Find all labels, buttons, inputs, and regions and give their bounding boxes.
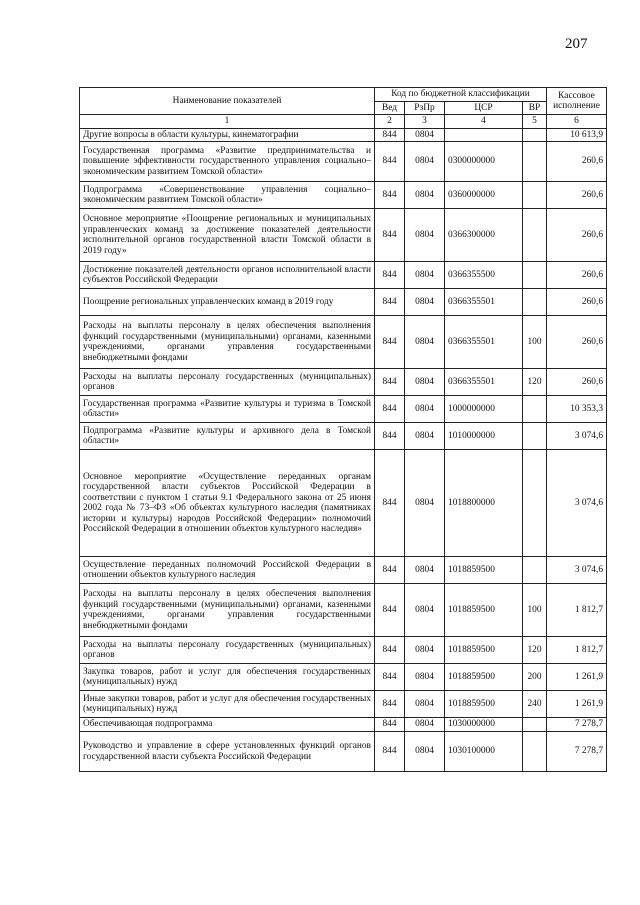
row-amount: 3 074,6 [547, 423, 607, 450]
row-name: Осуществление переданных полномочий Российской Федерации в отношении объектов культурного наследия [80, 557, 375, 584]
table-row [80, 142, 607, 182]
row-vr [523, 732, 547, 772]
row-name: Другие вопросы в области культуры, кинематографии [80, 128, 375, 142]
col-number: 2 [375, 115, 405, 129]
page-number: 207 [565, 36, 588, 52]
row-name: Иные закупки товаров, работ и услуг для обеспечения государственных (муниципальных) нужд [80, 691, 375, 718]
row-csr: 1010000000 [445, 423, 523, 450]
row-ved: 844 [375, 584, 405, 637]
row-csr: 0366355500 [445, 262, 523, 289]
table-row [80, 718, 607, 732]
row-amount: 1 261,9 [547, 664, 607, 691]
row-rzpr: 0804 [405, 262, 445, 289]
row-ved: 844 [375, 142, 405, 182]
col-number: 1 [80, 115, 375, 129]
row-csr: 1018800000 [445, 450, 523, 557]
row-rzpr: 0804 [405, 637, 445, 664]
row-rzpr: 0804 [405, 732, 445, 772]
budget-table [79, 87, 607, 772]
table-row [80, 209, 607, 262]
row-ved: 844 [375, 732, 405, 772]
row-csr: 0366300000 [445, 209, 523, 262]
row-name: Подпрограмма «Развитие культуры и архивного дела в Томской области» [80, 423, 375, 450]
row-vr [523, 182, 547, 209]
row-rzpr: 0804 [405, 718, 445, 732]
col-number: 5 [523, 115, 547, 129]
row-rzpr: 0804 [405, 182, 445, 209]
row-amount: 3 074,6 [547, 450, 607, 557]
row-csr: 0366355501 [445, 316, 523, 369]
row-vr: 100 [523, 584, 547, 637]
row-vr [523, 142, 547, 182]
table-row [80, 691, 607, 718]
header-vr: ВР [523, 101, 547, 115]
row-csr: 1018859500 [445, 691, 523, 718]
row-name: Основное мероприятие «Осуществление переданных органам государственной власти субъектов Российской Федерации в соответствии с пунктом 1 статьи 9.1 Федерального закона от 25 июня 2002 года № 73–ФЗ «Об объектах культурного наследия (памятниках истории и культуры) народов Российской Федерации» полномочий Российской Федерации в отношении объектов культурного наследия» [80, 450, 375, 557]
row-rzpr: 0804 [405, 664, 445, 691]
header-csr: ЦСР [445, 101, 523, 115]
row-ved: 844 [375, 289, 405, 316]
col-number: 6 [547, 115, 607, 129]
row-name: Основное мероприятие «Поощрение региональных и муниципальных управленческих команд за достижение показателей деятельности исполнительной органов государственной власти Томской области в 2019 году» [80, 209, 375, 262]
row-rzpr: 0804 [405, 691, 445, 718]
row-ved: 844 [375, 262, 405, 289]
row-csr: 1018859500 [445, 637, 523, 664]
table-row [80, 557, 607, 584]
table-row [80, 369, 607, 396]
row-ved: 844 [375, 316, 405, 369]
row-csr [445, 128, 523, 142]
table-row [80, 637, 607, 664]
row-name: Достижение показателей деятельности органов исполнительной власти субъектов Российской Федерации [80, 262, 375, 289]
row-amount: 260,6 [547, 182, 607, 209]
row-amount: 3 074,6 [547, 557, 607, 584]
row-vr: 240 [523, 691, 547, 718]
row-ved: 844 [375, 664, 405, 691]
col-number: 4 [445, 115, 523, 129]
row-name: Расходы на выплаты персоналу в целях обеспечения выполнения функций государственными (муниципальными) органами, казенными учреждениями, органами управления государственными внебюджетными фондами [80, 316, 375, 369]
row-name: Расходы на выплаты персоналу государственных (муниципальных) органов [80, 369, 375, 396]
table-row [80, 182, 607, 209]
row-csr: 0300000000 [445, 142, 523, 182]
row-ved: 844 [375, 128, 405, 142]
row-csr: 0360000000 [445, 182, 523, 209]
row-amount: 1 812,7 [547, 637, 607, 664]
row-vr [523, 396, 547, 423]
table-body [80, 128, 607, 772]
row-ved: 844 [375, 182, 405, 209]
row-ved: 844 [375, 691, 405, 718]
header-name: Наименование показателей [80, 88, 375, 115]
row-rzpr: 0804 [405, 396, 445, 423]
row-rzpr: 0804 [405, 584, 445, 637]
table-row [80, 262, 607, 289]
row-rzpr: 0804 [405, 557, 445, 584]
row-rzpr: 0804 [405, 209, 445, 262]
row-rzpr: 0804 [405, 423, 445, 450]
row-amount: 260,6 [547, 262, 607, 289]
row-vr: 120 [523, 369, 547, 396]
row-ved: 844 [375, 423, 405, 450]
row-name: Закупка товаров, работ и услуг для обеспечения государственных (муниципальных) нужд [80, 664, 375, 691]
row-vr [523, 209, 547, 262]
table-row [80, 128, 607, 142]
col-number: 3 [405, 115, 445, 129]
row-rzpr: 0804 [405, 128, 445, 142]
header-rzpr: РзПр [405, 101, 445, 115]
row-ved: 844 [375, 718, 405, 732]
row-name: Расходы на выплаты персоналу в целях обеспечения выполнения функций государственными (муниципальными) органами, казенными учреждениями, органами управления государственными внебюджетными фондами [80, 584, 375, 637]
row-csr: 1018859500 [445, 664, 523, 691]
row-amount: 260,6 [547, 316, 607, 369]
row-csr: 1030000000 [445, 718, 523, 732]
table-row [80, 289, 607, 316]
row-csr: 1030100000 [445, 732, 523, 772]
row-ved: 844 [375, 369, 405, 396]
row-amount: 260,6 [547, 369, 607, 396]
row-ved: 844 [375, 557, 405, 584]
row-amount: 10 353,3 [547, 396, 607, 423]
row-ved: 844 [375, 450, 405, 557]
table-row [80, 423, 607, 450]
row-rzpr: 0804 [405, 450, 445, 557]
row-ved: 844 [375, 209, 405, 262]
row-csr: 0366355501 [445, 289, 523, 316]
row-ved: 844 [375, 637, 405, 664]
row-name: Руководство и управление в сфере установленных функций органов государственной власти субъекта Российской Федерации [80, 732, 375, 772]
table-row [80, 396, 607, 423]
table-row [80, 450, 607, 557]
row-name: Расходы на выплаты персоналу государственных (муниципальных) органов [80, 637, 375, 664]
row-csr: 1018859500 [445, 584, 523, 637]
row-amount: 1 261,9 [547, 691, 607, 718]
row-name: Государственная программа «Развитие предпринимательства и повышение эффективности государственного управления социально–экономическим развитием Томской области» [80, 142, 375, 182]
row-rzpr: 0804 [405, 289, 445, 316]
row-csr: 1000000000 [445, 396, 523, 423]
row-vr [523, 262, 547, 289]
row-vr [523, 557, 547, 584]
row-name: Обеспечивающая подпрограмма [80, 718, 375, 732]
row-vr [523, 423, 547, 450]
row-rzpr: 0804 [405, 316, 445, 369]
row-vr [523, 718, 547, 732]
row-name: Поощрение региональных управленческих команд в 2019 году [80, 289, 375, 316]
row-name: Подпрограмма «Совершенствование управления социально–экономическим развитием Томской области» [80, 182, 375, 209]
row-amount: 7 278,7 [547, 732, 607, 772]
header-cash: Кассовое исполнение [547, 88, 607, 115]
row-amount: 10 613,9 [547, 128, 607, 142]
row-vr [523, 450, 547, 557]
row-rzpr: 0804 [405, 142, 445, 182]
row-amount: 7 278,7 [547, 718, 607, 732]
row-vr [523, 289, 547, 316]
row-ved: 844 [375, 396, 405, 423]
table-row [80, 316, 607, 369]
header-ved: Вед [375, 101, 405, 115]
table-row [80, 584, 607, 637]
row-csr: 0366355501 [445, 369, 523, 396]
header-code-group: Код по бюджетной классификации [375, 88, 547, 102]
row-csr: 1018859500 [445, 557, 523, 584]
row-vr: 120 [523, 637, 547, 664]
row-rzpr: 0804 [405, 369, 445, 396]
row-amount: 260,6 [547, 142, 607, 182]
row-amount: 1 812,7 [547, 584, 607, 637]
row-vr [523, 128, 547, 142]
row-vr: 200 [523, 664, 547, 691]
table-row [80, 664, 607, 691]
table-row [80, 732, 607, 772]
row-amount: 260,6 [547, 209, 607, 262]
row-amount: 260,6 [547, 289, 607, 316]
row-vr: 100 [523, 316, 547, 369]
row-name: Государственная программа «Развитие культуры и туризма в Томской области» [80, 396, 375, 423]
